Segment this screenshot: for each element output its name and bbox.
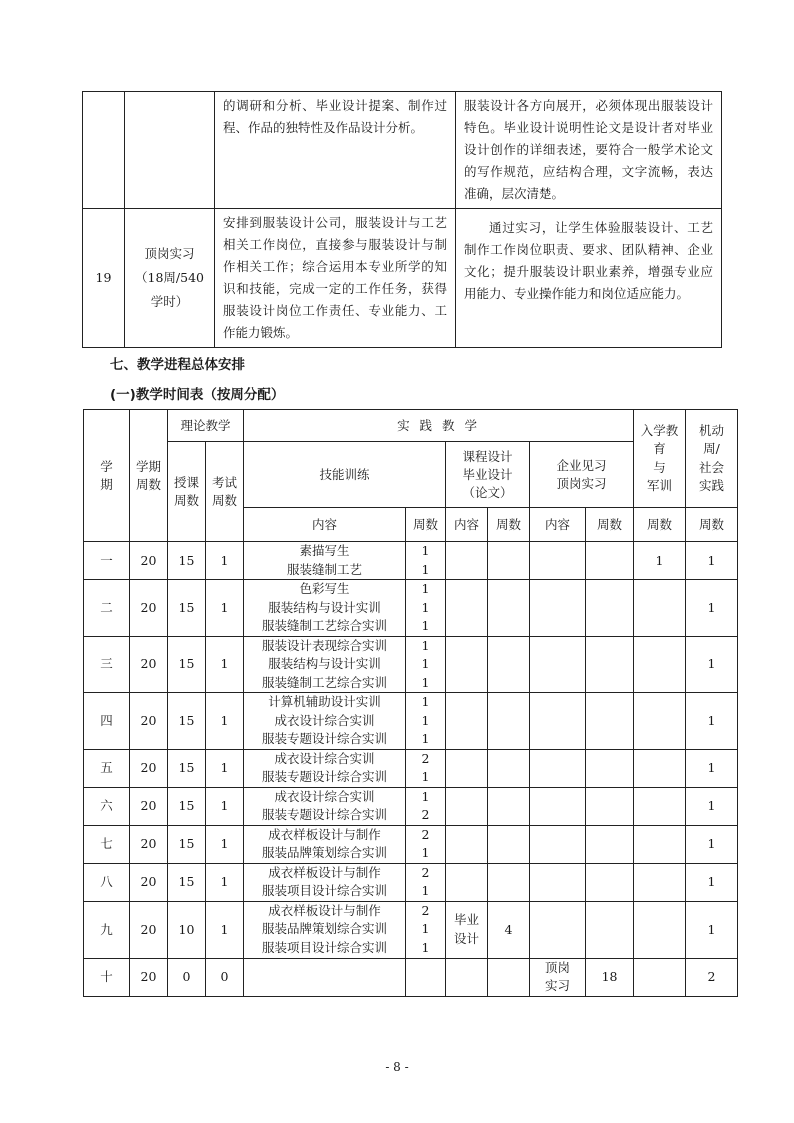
skill-content-cell [244,693,406,750]
course-weeks-cell [488,787,530,825]
skill-weeks-cell [406,693,446,750]
header-text: 课程设计 [462,448,513,464]
skill-weeks-cell-line: 1 [421,939,430,955]
course-name-cell [125,92,215,209]
schedule-row [84,749,738,787]
course-weeks-cell [488,958,530,996]
skill-weeks-cell-line: 1 [421,599,430,615]
skill-weeks-cell [406,636,446,693]
lecture-weeks-cell: 15 [168,693,206,750]
teaching-schedule-table [83,409,738,997]
skill-weeks-cell [406,542,446,580]
flex-weeks-cell: 1 [686,693,738,750]
header-text: 期 [100,476,113,492]
exam-weeks-cell: 1 [206,787,244,825]
skill-content-cell-line: 服装设计表现综合实训 [262,637,388,653]
header-text: 周数 [173,492,199,508]
schedule-row [84,542,738,580]
skill-weeks-cell-line: 1 [421,581,430,596]
row-number-cell [83,92,125,209]
lecture-weeks-cell: 15 [168,636,206,693]
course-weeks-cell [488,863,530,901]
term-weeks-cell: 20 [130,958,168,996]
flex-week-header [686,410,738,508]
skill-weeks-header: 周数 [406,508,446,542]
practice-header: 实 践 教 学 [244,410,634,442]
skill-weeks-cell [406,901,446,958]
section-heading: 七、教学进程总体安排 [110,357,245,373]
course-weeks-cell [488,749,530,787]
term-cell: 二 [84,580,130,637]
skill-weeks-cell-line: 1 [421,618,430,633]
skill-content-cell-line: 服装结构与设计实训 [268,599,381,615]
header-text: 与 [653,459,666,475]
entry-weeks-cell [634,693,686,750]
skill-content-cell-line: 成衣样板设计与制作 [268,826,381,842]
skill-weeks-cell [406,958,446,996]
course-content-cell: 安排到服装设计公司，服装设计与工艺相关工作岗位，直接参与服装设计与制作相关工作；综合运用本专业所学的知识和技能，完成一定的工作任务，获得服装设计岗位工作责任、专业能力、工作能力锻炼。 [215,209,456,348]
term-cell: 八 [84,863,130,901]
lecture-weeks-cell: 15 [168,787,206,825]
lecture-weeks-cell: 15 [168,825,206,863]
skill-content-cell-line: 成衣样板设计与制作 [268,864,381,880]
exam-weeks-cell: 1 [206,825,244,863]
term-cell: 七 [84,825,130,863]
lecture-weeks-cell: 0 [168,958,206,996]
skill-weeks-cell-line: 1 [421,656,430,671]
header-text: 周数 [212,492,238,508]
header-text: 学期 [135,458,161,474]
course-content-cell [446,787,488,825]
skill-content-cell-line: 服装缝制工艺 [287,561,363,577]
course-content-cell [446,580,488,637]
exam-weeks-cell: 1 [206,693,244,750]
course-weeks-cell [488,580,530,637]
entry-weeks-cell [634,636,686,693]
header-text: 周数 [135,476,161,492]
flex-weeks-cell: 1 [686,749,738,787]
intern-content-cell [530,693,586,750]
skill-weeks-cell-line: 1 [421,769,430,784]
header-text: 顶岗实习 [556,475,607,491]
header-text: 学 [100,458,113,474]
skill-content-cell-line: 成衣设计综合实训 [274,750,375,766]
intern-content-header: 内容 [530,508,586,542]
intern-content-cell [530,580,586,637]
course-requirement-cell: 服装设计各方向展开，必须体现出服装设计特色。毕业设计说明性论文是设计者对毕业设计创作的详细表述，要符合一般学术论文的写作规范，应结构合理，文字流畅，表达准确，层次清楚。 [456,92,722,209]
course-weeks-cell [488,825,530,863]
schedule-row [84,787,738,825]
entry-weeks-cell [634,958,686,996]
intern-weeks-cell [586,863,634,901]
intern-content-cell [530,863,586,901]
course-content-cell [446,636,488,693]
exam-weeks-cell: 1 [206,863,244,901]
skill-content-cell-line: 成衣设计综合实训 [274,712,375,728]
schedule-row [84,825,738,863]
skill-weeks-cell-line: 1 [421,883,430,898]
course-name-cell [125,209,215,348]
entry-weeks-cell [634,863,686,901]
term-weeks-cell: 20 [130,542,168,580]
intern-content-cell [530,636,586,693]
skill-content-cell-line: 服装结构与设计实训 [268,656,381,671]
skill-weeks-cell-line: 1 [421,561,430,577]
skill-weeks-cell [406,749,446,787]
skill-content-cell [244,580,406,637]
internship-header [530,442,634,508]
skill-content-cell-line: 服装品牌策划综合实训 [262,921,388,937]
intern-weeks-cell [586,901,634,958]
exam-weeks-cell: 1 [206,901,244,958]
header-text: 实践 [699,478,725,493]
entry-weeks-cell [634,825,686,863]
skill-weeks-cell-line: 2 [421,826,430,842]
skill-weeks-cell [406,787,446,825]
skill-content-header: 内容 [244,508,406,542]
skill-content-cell-line: 服装专题设计综合实训 [262,769,388,784]
term-weeks-cell: 20 [130,787,168,825]
entry-weeks-cell: 1 [634,542,686,580]
skill-content-cell-line: 成衣样板设计与制作 [268,902,381,918]
term-weeks-cell: 20 [130,825,168,863]
course-content-cell [446,749,488,787]
flex-weeks-cell: 1 [686,863,738,901]
exam-weeks-cell: 1 [206,580,244,637]
exam-weeks-cell: 0 [206,958,244,996]
exam-weeks-cell: 1 [206,749,244,787]
intern-weeks-cell [586,693,634,750]
intern-weeks-cell [586,787,634,825]
term-weeks-cell: 20 [130,749,168,787]
schedule-row [84,580,738,637]
skill-content-cell-line: 服装缝制工艺综合实训 [262,618,388,633]
intern-weeks-cell [586,749,634,787]
skill-content-cell-line: 服装缝制工艺综合实训 [262,674,388,690]
skill-weeks-cell-line: 2 [421,807,430,822]
term-cell: 一 [84,542,130,580]
course-content-cell-line: 毕业 [454,912,480,927]
header-text: 考试 [212,474,238,490]
course-content-header: 内容 [446,508,488,542]
term-weeks-cell: 20 [130,863,168,901]
intern-content-cell [530,901,586,958]
flex-weeks-cell: 1 [686,636,738,693]
skill-weeks-cell [406,825,446,863]
skill-training-header: 技能训练 [244,442,446,508]
lecture-weeks-cell: 15 [168,863,206,901]
header-text: 授课 [173,474,199,490]
skill-content-cell [244,901,406,958]
term-weeks-cell: 20 [130,580,168,637]
term-weeks-cell: 20 [130,901,168,958]
skill-content-cell [244,542,406,580]
skill-content-cell-line: 服装专题设计综合实训 [262,731,388,746]
intern-content-cell-line: 顶岗 [545,959,571,975]
course-content-cell: 的调研和分析、毕业设计提案、制作过程、作品的独特性及作品设计分析。 [215,92,456,209]
skill-weeks-cell-line: 1 [421,921,430,937]
course-content-cell [446,542,488,580]
row-number-cell: 19 [83,209,125,348]
term-cell: 五 [84,749,130,787]
course-content-cell [446,693,488,750]
lecture-weeks-header [168,442,206,542]
header-text: 育 [653,441,666,456]
lecture-weeks-cell: 15 [168,749,206,787]
skill-weeks-cell-line: 2 [421,750,430,766]
header-text: 军训 [647,478,673,493]
exam-weeks-header [206,442,244,542]
entry-education-header [634,410,686,508]
skill-content-cell-line: 服装项目设计综合实训 [262,939,388,955]
entry-weeks-cell [634,749,686,787]
term-header [84,410,130,542]
term-weeks-header [130,410,168,542]
schedule-row [84,863,738,901]
skill-content-cell [244,636,406,693]
header-text: 企业见习 [556,457,607,473]
skill-content-cell [244,787,406,825]
skill-weeks-cell-line: 2 [421,902,430,918]
term-weeks-cell: 20 [130,636,168,693]
flex-weeks-cell: 1 [686,580,738,637]
subsection-heading: (一)教学时间表（按周分配） [110,387,285,403]
skill-content-cell [244,749,406,787]
header-text: 机动 [699,422,725,438]
entry-weeks-cell [634,901,686,958]
exam-weeks-cell: 1 [206,636,244,693]
entry-weeks-header: 周数 [634,508,686,542]
schedule-row [84,901,738,958]
entry-weeks-cell [634,787,686,825]
skill-content-cell-line: 色彩写生 [299,581,350,596]
course-description-table [82,91,722,348]
skill-content-cell-line: 成衣设计综合实训 [274,788,375,804]
skill-content-cell [244,958,406,996]
course-weeks-cell [488,542,530,580]
course-weeks-cell [488,693,530,750]
skill-content-cell-line: 素描写生 [299,543,350,558]
skill-weeks-cell-line: 1 [421,694,430,709]
intern-content-cell-line: 实习 [545,978,571,993]
flex-weeks-cell: 1 [686,825,738,863]
schedule-row [84,636,738,693]
header-text: 社会 [699,459,725,475]
skill-weeks-cell [406,863,446,901]
intern-weeks-cell: 18 [586,958,634,996]
flex-weeks-cell: 1 [686,542,738,580]
schedule-row [84,958,738,996]
intern-content-cell [530,787,586,825]
intern-weeks-cell [586,542,634,580]
course-design-header [446,442,530,508]
course-content-cell [446,825,488,863]
skill-weeks-cell-line: 1 [421,543,430,558]
course-weeks-cell [488,636,530,693]
flex-weeks-header: 周数 [686,508,738,542]
schedule-row [84,693,738,750]
term-cell: 三 [84,636,130,693]
course-name-line: 顶岗实习 [144,246,195,261]
lecture-weeks-cell: 15 [168,542,206,580]
skill-content-cell [244,825,406,863]
term-cell: 六 [84,787,130,825]
intern-content-cell [530,542,586,580]
theory-header: 理论教学 [168,410,244,442]
skill-content-cell-line: 服装品牌策划综合实训 [262,845,388,860]
header-row [84,410,738,442]
intern-weeks-cell [586,636,634,693]
header-text: 周/ [703,441,720,456]
header-text: 入学教 [640,422,679,438]
page-number: - 8 - [385,1060,409,1074]
exam-weeks-cell: 1 [206,542,244,580]
skill-weeks-cell-line: 1 [421,637,430,653]
term-cell: 九 [84,901,130,958]
skill-weeks-cell-line: 1 [421,845,430,860]
course-requirement-cell: 通过实习，让学生体验服装设计、工艺制作工作岗位职责、要求、团队精神、企业文化；提升服装设计职业素养，增强专业应用能力、专业操作能力和岗位适应能力。 [456,209,722,348]
table-row [83,209,722,348]
flex-weeks-cell: 1 [686,787,738,825]
course-content-cell [446,901,488,958]
intern-weeks-cell [586,580,634,637]
course-weeks-header: 周数 [488,508,530,542]
term-cell: 十 [84,958,130,996]
skill-weeks-cell-line: 2 [421,864,430,880]
flex-weeks-cell: 1 [686,901,738,958]
skill-weeks-cell-line: 1 [421,731,430,746]
intern-content-cell [530,958,586,996]
skill-weeks-cell [406,580,446,637]
header-text: （论文） [462,484,513,500]
skill-content-cell-line: 计算机辅助设计实训 [268,694,381,709]
course-name-line: （18周/540 [135,270,204,285]
flex-weeks-cell: 2 [686,958,738,996]
course-content-cell [446,958,488,996]
intern-weeks-header: 周数 [586,508,634,542]
term-weeks-cell: 20 [130,693,168,750]
skill-content-cell-line: 服装专题设计综合实训 [262,807,388,822]
skill-content-cell-line: 服装项目设计综合实训 [262,883,388,898]
course-content-cell [446,863,488,901]
skill-weeks-cell-line: 1 [421,712,430,728]
entry-weeks-cell [634,580,686,637]
course-name-line: 学时） [150,294,189,309]
table-row [83,92,722,209]
skill-content-cell [244,863,406,901]
intern-content-cell [530,825,586,863]
lecture-weeks-cell: 10 [168,901,206,958]
skill-weeks-cell-line: 1 [421,674,430,690]
lecture-weeks-cell: 15 [168,580,206,637]
skill-weeks-cell-line: 1 [421,788,430,804]
course-content-cell-line: 设计 [454,930,480,946]
intern-weeks-cell [586,825,634,863]
course-weeks-cell: 4 [488,901,530,958]
intern-content-cell [530,749,586,787]
term-cell: 四 [84,693,130,750]
header-text: 毕业设计 [462,466,513,482]
